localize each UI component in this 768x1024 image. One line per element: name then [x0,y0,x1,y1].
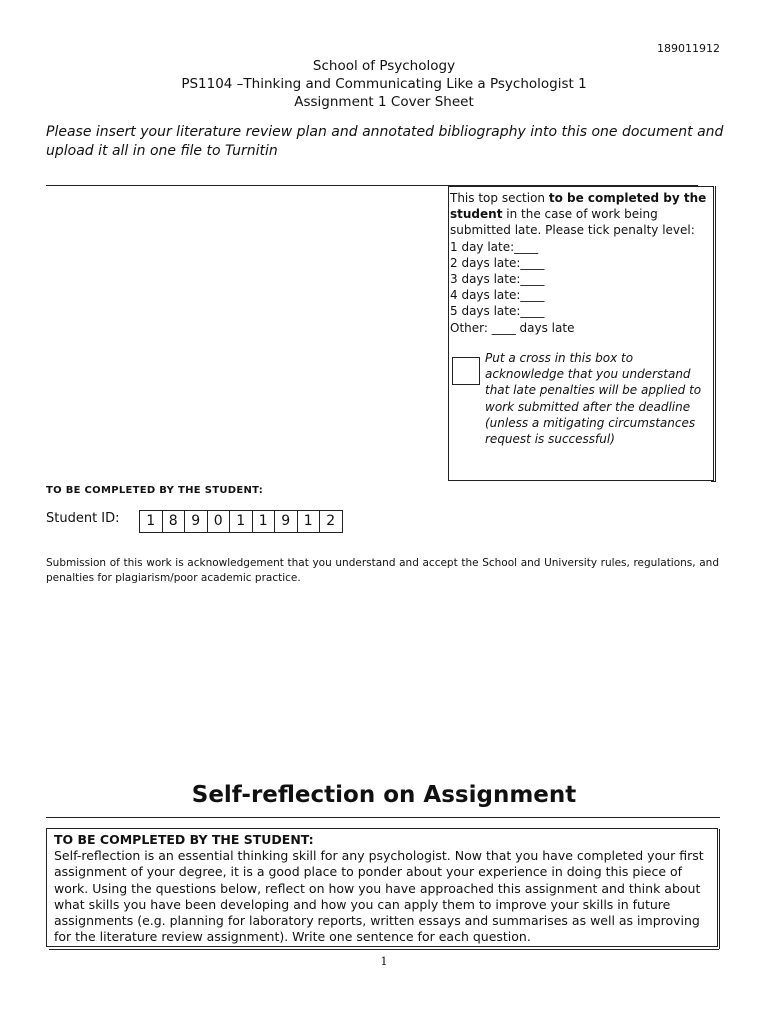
late-box-shadow [711,186,716,482]
student-id-label: Student ID: [46,511,120,526]
cover-sheet-title: Assignment 1 Cover Sheet [294,94,474,110]
self-reflection-title: Self-reflection on Assignment [191,782,577,808]
acknowledge-checkbox[interactable] [452,357,480,385]
document-id: 189011912 [657,42,720,55]
penalty-level-1[interactable]: 1 day late:____ [450,239,539,254]
penalty-level-3[interactable]: 3 days late:____ [450,272,545,287]
student-id-digit[interactable]: 1 [253,511,276,532]
student-id-digit[interactable]: 1 [298,511,321,532]
module-title: PS1104 –Thinking and Communicating Like a Psychologist 1 [181,76,587,92]
self-reflection-box-shadow [716,829,720,949]
student-id-digit[interactable]: 1 [230,511,253,532]
student-id-digit[interactable]: 2 [326,513,336,529]
acknowledge-text: Put a cross in this box to acknowledge that you understand that late penalties will be applied to work submitted after the deadline (unless a mitigating circumstances request is successful) [485,351,702,447]
self-reflection-box-shadow-bottom [49,949,719,950]
penalty-level-2[interactable]: 2 days late:____ [450,255,545,270]
late-intro-a: This top section [450,191,549,205]
divider [46,817,720,818]
penalty-level-4[interactable]: 4 days late:____ [450,288,545,303]
student-id-digit[interactable]: 8 [163,511,186,532]
plagiarism-notice: Submission of this work is acknowledgement that you understand and accept the School and University rules, regulations, and penalties for plagiarism/poor academic practice. [46,557,719,584]
student-id-digit[interactable]: 1 [140,511,163,532]
student-id-field[interactable] [139,510,343,533]
late-submission-text [450,190,710,336]
self-reflection-text [54,832,714,945]
penalty-level-5[interactable]: 5 days late:____ [450,304,545,319]
school-name: School of Psychology [312,58,456,74]
page-number: 1 [380,955,388,968]
student-id-digit[interactable]: 0 [208,511,231,532]
late-intro-c: in the case of work being submitted late. Please tick penalty level: [450,207,695,238]
student-id-digit[interactable]: 9 [275,511,298,532]
self-reflection-body: Self-reflection is an essential thinking skill for any psychologist. Now that you have completed your first assignment of your degree, it is a good place to ponder about your experience in doing this piece of work. Using the questions below, reflect on how you have approached this assignment and think about what skills you have been developing and how you can apply them to improve your skills in future assignments (e.g. planning for laboratory reports, written essays and summarises as well as improving for the literature review assignment). Write one sentence for each question. [54,848,704,945]
student-section-heading: TO BE COMPLETED BY THE STUDENT: [46,485,264,496]
late-intro-bold: to be completed by the student [450,191,707,222]
self-reflection-heading: TO BE COMPLETED BY THE STUDENT: [54,832,314,847]
penalty-level-other[interactable]: Other: ____ days late [450,320,575,335]
upload-instruction: Please insert your literature review plan and annotated bibliography into this one document and upload it all in one file to Turnitin [46,124,724,159]
student-id-digit[interactable]: 9 [185,511,208,532]
